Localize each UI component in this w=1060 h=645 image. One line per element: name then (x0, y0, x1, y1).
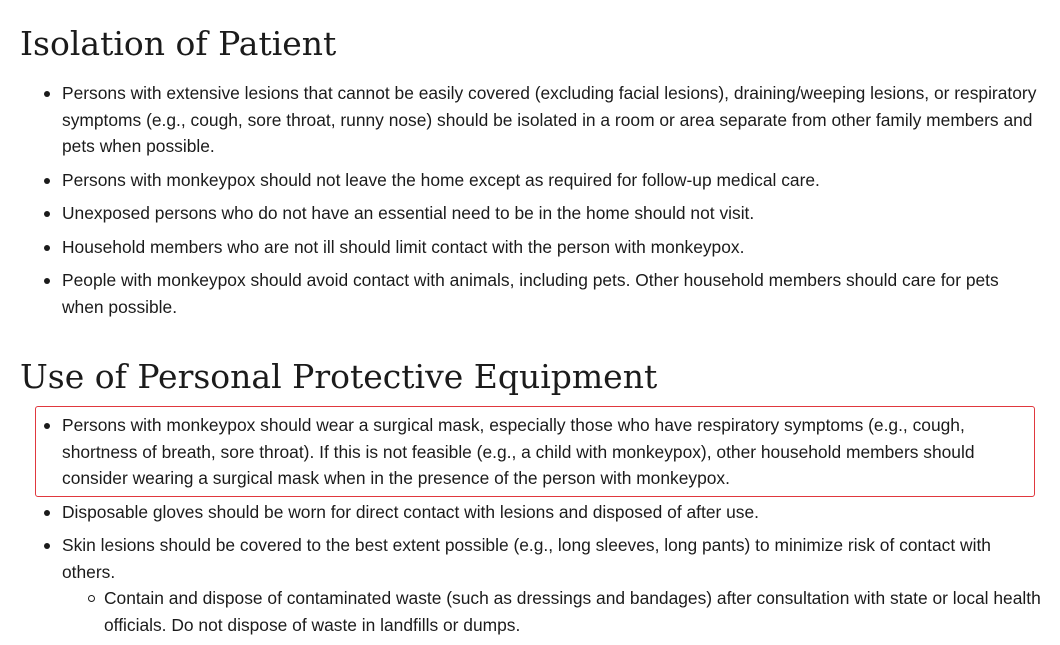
bullet-icon (44, 245, 50, 251)
bullet-icon (44, 91, 50, 97)
bullet-icon (44, 278, 50, 284)
sub-list-item-text: Contain and dispose of contaminated waste (such as dressings and bandages) after consultation with state or local health officials. Do not dispose of waste in landfills or dumps. (104, 588, 1041, 635)
list-item-text: Persons with extensive lesions that cannot be easily covered (excluding facial lesions), draining/weeping lesions, or respiratory symptoms (e.g., cough, sore throat, runny nose) should be isolated in a room or area separate from other family members and pets when possible. (62, 83, 1037, 156)
list-item-text: Skin lesions should be covered to the best extent possible (e.g., long sleeves, long pants) to minimize risk of contact with others. (62, 535, 991, 582)
bullet-icon (44, 423, 50, 429)
list-item-text: Persons with monkeypox should wear a surgical mask, especially those who have respiratory symptoms (e.g., cough, shortness of breath, sore throat). If this is not feasible (e.g., a child with monkeypox), other household members should consider wearing a surgical mask when in the presence of the person with monkeypox. (62, 415, 975, 488)
circle-bullet-icon (88, 595, 95, 602)
list-item-text: Persons with monkeypox should not leave the home except as required for follow-up medical care. (62, 169, 820, 190)
list-item (0, 234, 1060, 261)
list-item-text: People with monkeypox should avoid contact with animals, including pets. Other household members should care for pets when possible. (62, 270, 999, 317)
highlighted-list-item (0, 412, 1060, 492)
list-item (0, 200, 1060, 227)
bullet-icon (44, 178, 50, 184)
ppe-list (0, 412, 1060, 645)
list-item (0, 267, 1060, 320)
isolation-list (0, 80, 1060, 327)
bullet-icon (44, 510, 50, 516)
section-title-ppe: Use of Personal Protective Equipment (20, 357, 658, 396)
list-item-text: Unexposed persons who do not have an essential need to be in the home should not visit. (62, 203, 755, 223)
list-item (0, 80, 1060, 160)
list-item-text: Household members who are not ill should limit contact with the person with monkeypox. (62, 236, 745, 257)
bullet-icon (44, 211, 50, 217)
sub-list-item (62, 585, 1042, 638)
sub-list (62, 585, 1042, 638)
list-item (0, 499, 1060, 526)
list-item-text: Disposable gloves should be worn for direct contact with lesions and disposed of after use. (62, 501, 759, 522)
section-title-isolation: Isolation of Patient (20, 24, 337, 63)
list-item (0, 532, 1060, 638)
list-item (0, 167, 1060, 194)
bullet-icon (44, 543, 50, 549)
